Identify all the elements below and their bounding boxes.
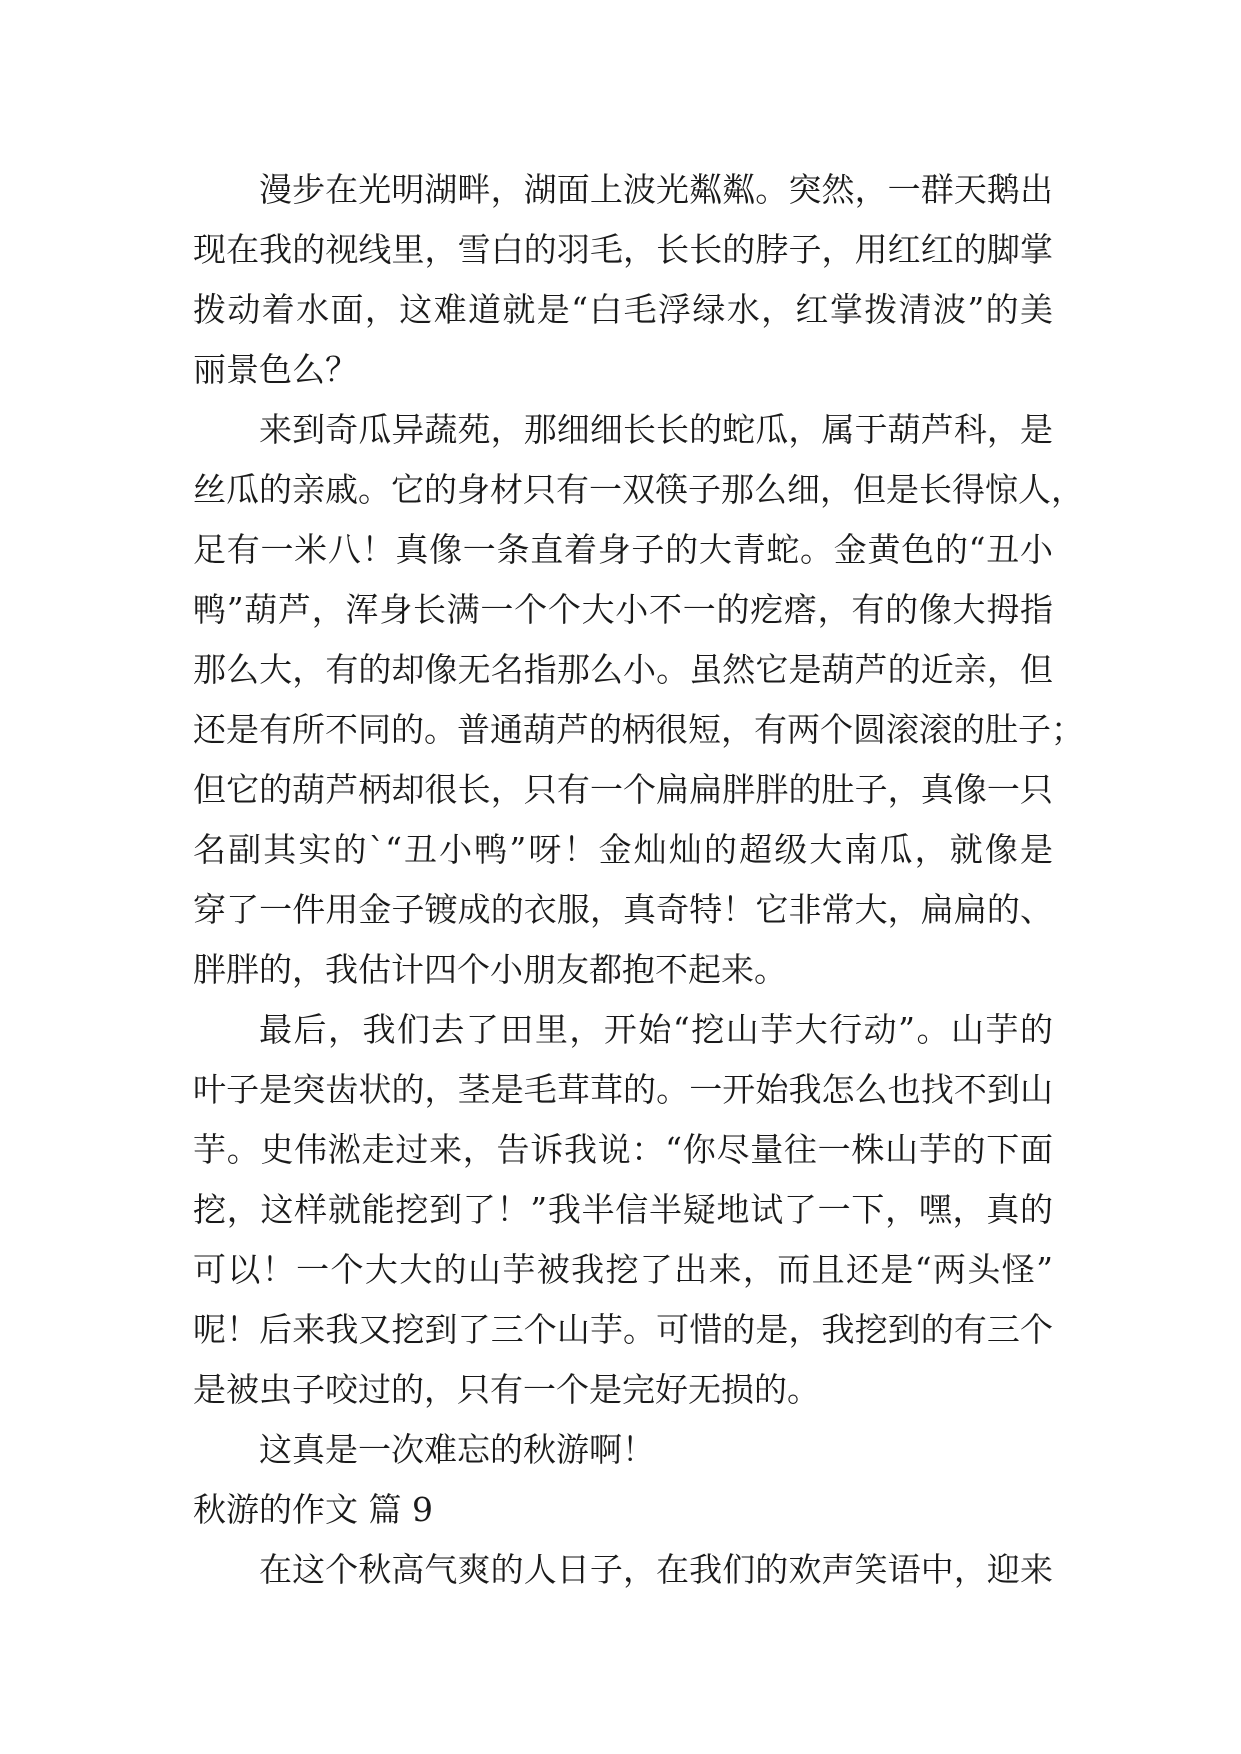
- text-line-19: 可以！一个大大的山芋被我挖了出来，而且还是“两头怪”: [193, 1250, 1053, 1289]
- text-line-1: 漫步在光明湖畔，湖面上波光粼粼。突然，一群天鹅出: [259, 170, 1053, 209]
- essay-body: [193, 160, 1084, 1600]
- text-line-11: 但它的葫芦柄却很长，只有一个扁扁胖胖的肚子，真像一只: [193, 770, 1053, 809]
- text-line-24: 在这个秋高气爽的人日子，在我们的欢声笑语中，迎来: [259, 1550, 1053, 1589]
- text-line-13: 穿了一件用金子镀成的衣服，真奇特！它非常大，扁扁的、: [193, 890, 1053, 929]
- text-line-6: 丝瓜的亲戚。它的身材只有一双筷子那么细，但是长得惊人，: [193, 470, 1084, 509]
- text-line-14: 胖胖的，我估计四个小朋友都抱不起来。: [193, 950, 787, 989]
- text-line-2: 现在我的视线里，雪白的羽毛，长长的脖子，用红红的脚掌: [193, 230, 1053, 269]
- text-line-8: 鸭”葫芦，浑身长满一个个大小不一的疙瘩，有的像大拇指: [193, 590, 1053, 629]
- text-line-10: 还是有所不同的。普通葫芦的柄很短，有两个圆滚滚的肚子；: [193, 710, 1084, 749]
- text-line-17: 芋。史伟淞走过来，告诉我说：“你尽量往一株山芋的下面: [193, 1130, 1053, 1169]
- text-line-9: 那么大，有的却像无名指那么小。虽然它是葫芦的近亲，但: [193, 650, 1053, 689]
- text-line-12: 名副其实的`“丑小鸭”呀！金灿灿的超级大南瓜，就像是: [193, 830, 1053, 869]
- text-line-5: 来到奇瓜异蔬苑，那细细长长的蛇瓜，属于葫芦科，是: [259, 410, 1053, 449]
- text-line-15: 最后，我们去了田里，开始“挖山芋大行动”。山芋的: [259, 1010, 1053, 1049]
- section-heading: 秋游的作文 篇 9: [193, 1490, 433, 1529]
- text-line-16: 叶子是突齿状的，茎是毛茸茸的。一开始我怎么也找不到山: [193, 1070, 1053, 1109]
- text-line-21: 是被虫子咬过的，只有一个是完好无损的。: [193, 1370, 820, 1409]
- text-line-18: 挖，这样就能挖到了！”我半信半疑地试了一下，嘿，真的: [193, 1190, 1053, 1229]
- text-line-20: 呢！后来我又挖到了三个山芋。可惜的是，我挖到的有三个: [193, 1310, 1053, 1349]
- text-line-7: 足有一米八！真像一条直着身子的大青蛇。金黄色的“丑小: [193, 530, 1053, 569]
- text-line-3: 拨动着水面，这难道就是“白毛浮绿水，红掌拨清波”的美: [193, 290, 1053, 329]
- text-line-4: 丽景色么？: [193, 350, 358, 389]
- text-line-22: 这真是一次难忘的秋游啊！: [259, 1430, 655, 1469]
